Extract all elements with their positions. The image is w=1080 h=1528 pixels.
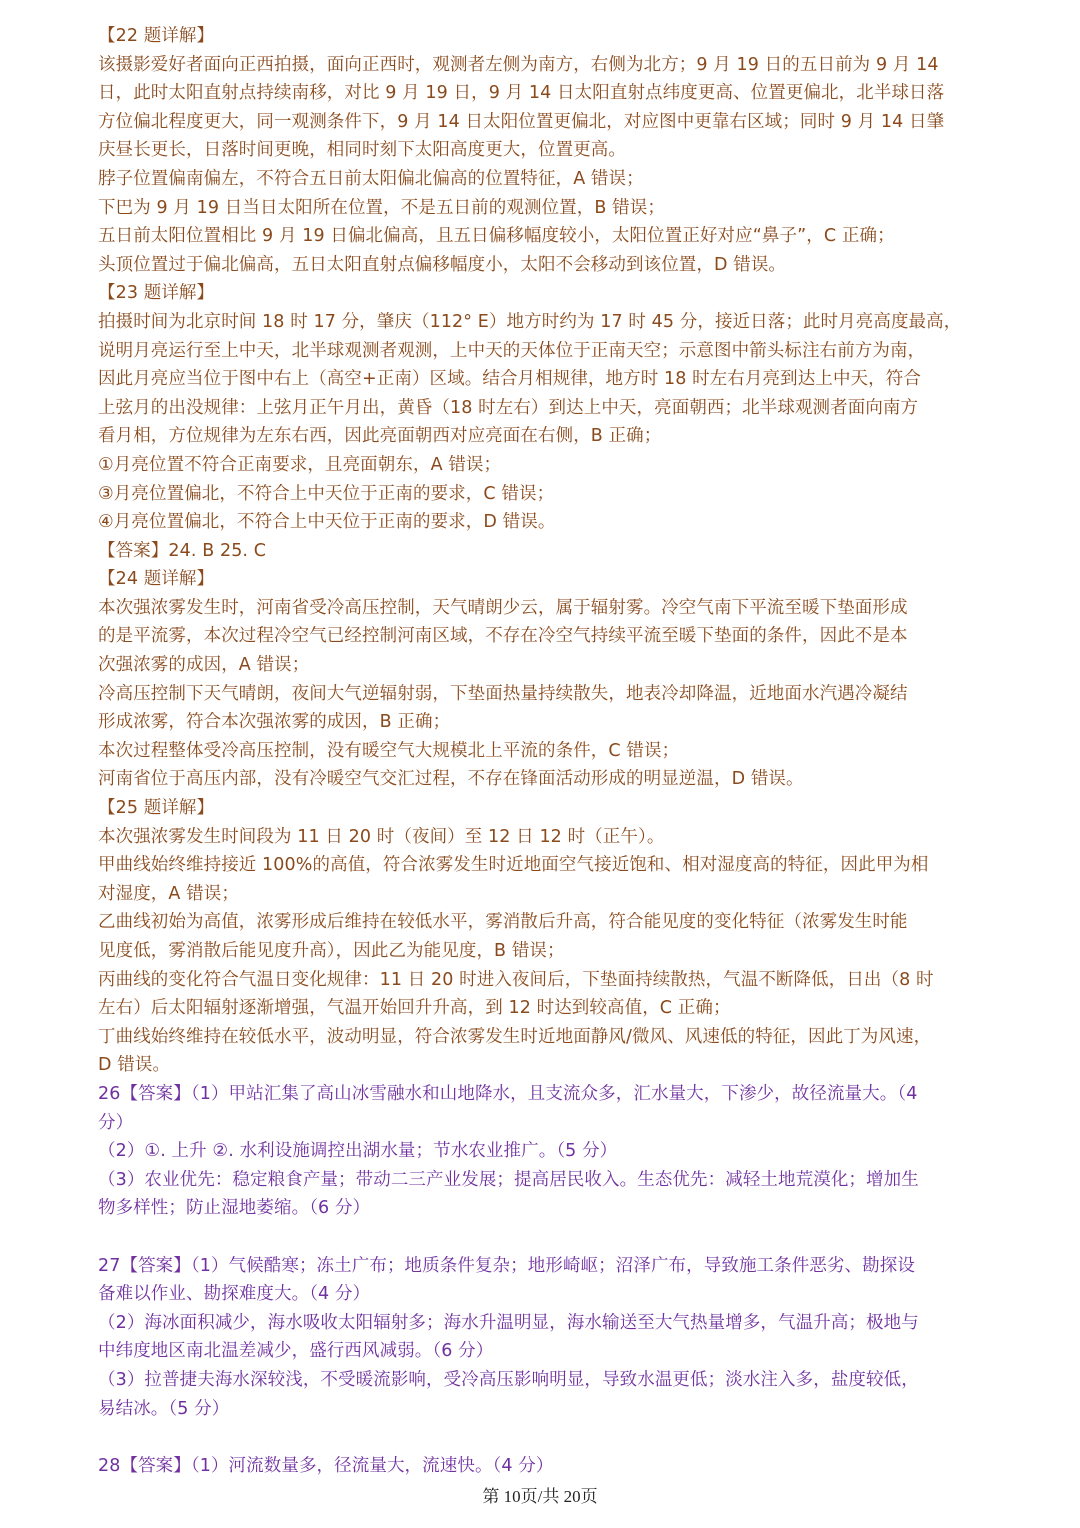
explanation-line: 下巴为 9 月 19 日当日太阳所在位置，不是五日前的观测位置，B 错误； <box>98 197 665 218</box>
explanation-line: 的是平流雾，本次过程冷空气已经控制河南区域，不存在冷空气持续平流至暖下垫面的条件，因此不是本 <box>98 626 908 647</box>
answer-line: 备难以作业、勘探难度大。（4 分） <box>98 1284 371 1305</box>
explanation-line: 本次过程整体受冷高压控制，没有暖空气大规模北上平流的条件，C 错误； <box>98 740 680 761</box>
explanation-line: 丁曲线始终维持在较低水平，波动明显，符合浓雾发生时近地面静风/微风、风速低的特征，因此丁为风速， <box>98 1026 932 1047</box>
explanation-line: 次强浓雾的成因，A 错误； <box>98 655 310 676</box>
explanation-line: ③月亮位置偏北，不符合上中天位于正南的要求，C 错误； <box>98 483 555 504</box>
answer-line: 26【答案】（1）甲站汇集了高山冰雪融水和山地降水，且支流众多，汇水量大，下渗少，故径流量大。（4 <box>98 1083 918 1104</box>
answer-line: 易结冰。（5 分） <box>98 1398 230 1419</box>
explanation-line: 【答案】24. B 25. C <box>98 540 267 561</box>
explanation-line: 丙曲线的变化符合气温日变化规律：11 日 20 时进入夜间后，下垫面持续散热，气温不断降低，日出（8 时 <box>98 969 934 990</box>
answer-line: 物多样性；防止湿地萎缩。（6 分） <box>98 1198 371 1219</box>
explanation-line: 甲曲线始终维持接近 100%的高值，符合浓雾发生时近地面空气接近饱和、相对湿度高的特征，因此甲为相 <box>98 855 929 876</box>
explanation-line: 脖子位置偏南偏左，不符合五日前太阳偏北偏高的位置特征，A 错误； <box>98 168 644 189</box>
explanation-line: 左右）后太阳辐射逐渐增强，气温开始回升升高，到 12 时达到较高值，C 正确； <box>98 998 731 1019</box>
answer-line: （2）①. 上升 ②. 水利设施调控出湖水量；节水农业推广。（5 分） <box>98 1141 618 1162</box>
explanation-line: 拍摄时间为北京时间 18 时 17 分，肇庆（112° E）地方时约为 17 时 45 分，接近日落；此时月亮高度最高， <box>98 311 962 332</box>
explanation-section-22-25 <box>98 22 988 1080</box>
answer-section-26 <box>98 1080 988 1223</box>
spacer <box>98 1223 988 1252</box>
explanation-line: 河南省位于高压内部，没有冷暖空气交汇过程，不存在锋面活动形成的明显逆温，D 错误。 <box>98 769 804 790</box>
spacer <box>98 1423 988 1452</box>
explanation-line: 上弦月的出没规律：上弦月正午月出，黄昏（18 时左右）到达上中天，亮面朝西；北半球观测者面向南方 <box>98 397 919 418</box>
explanation-line: 冷高压控制下天气晴朗，夜间大气逆辐射弱，下垫面热量持续散失，地表冷却降温，近地面水汽遇冷凝结 <box>98 683 908 704</box>
explanation-line: 本次强浓雾发生时间段为 11 日 20 时（夜间）至 12 日 12 时（正午）。 <box>98 826 665 847</box>
explanation-line: 庆昼长更长，日落时间更晚，相同时刻下太阳高度更大，位置更高。 <box>98 140 626 161</box>
answer-line: 中纬度地区南北温差减少，盛行西风减弱。（6 分） <box>98 1341 494 1362</box>
answer-section-27 <box>98 1252 988 1424</box>
explanation-line: 【23 题详解】 <box>98 283 215 304</box>
answer-line: 27【答案】（1）气候酷寒；冻土广布；地质条件复杂；地形崎岖；沼泽广布，导致施工条件恶劣、勘探设 <box>98 1255 915 1276</box>
explanation-line: 说明月亮运行至上中天，北半球观测者观测，上中天的天体位于正南天空；示意图中箭头标注右前方为南， <box>98 340 926 361</box>
explanation-line: 看月相，方位规律为左东右西，因此亮面朝西对应亮面在右侧，B 正确； <box>98 426 662 447</box>
explanation-line: 对湿度，A 错误； <box>98 883 239 904</box>
page-number-footer: 第 10页/共 20页 <box>482 1487 598 1506</box>
explanation-line: 见度低，雾消散后能见度升高），因此乙为能见度，B 错误； <box>98 941 565 961</box>
explanation-line: 方位偏北程度更大，同一观测条件下，9 月 14 日太阳位置更偏北，对应图中更靠右区域；同时 9 月 14 日肇 <box>98 111 945 132</box>
answer-line: （3）农业优先：稳定粮食产量；带动二三产业发展；提高居民收入。生态优先：减轻土地荒漠化；增加生 <box>98 1169 919 1190</box>
answer-line: 28【答案】（1）河流数量多，径流量大，流速快。（4 分） <box>98 1455 554 1476</box>
answer-line: 分） <box>98 1112 134 1133</box>
explanation-line: ④月亮位置偏北，不符合上中天位于正南的要求，D 错误。 <box>98 512 556 533</box>
document-page <box>98 22 988 1480</box>
explanation-line: 乙曲线初始为高值，浓雾形成后维持在较低水平，雾消散后升高，符合能见度的变化特征（浓雾发生时能 <box>98 912 908 933</box>
explanation-line: 形成浓雾，符合本次强浓雾的成因，B 正确； <box>98 712 451 733</box>
explanation-line: 【22 题详解】 <box>98 26 215 46</box>
explanation-line: 【25 题详解】 <box>98 798 215 819</box>
explanation-line: 日，此时太阳直射点持续南移，对比 9 月 19 日，9 月 14 日太阳直射点纬度更高、位置更偏北，北半球日落 <box>98 83 945 104</box>
explanation-line: ①月亮位置不符合正南要求，且亮面朝东，A 错误； <box>98 454 502 475</box>
explanation-line: 头顶位置过于偏北偏高，五日太阳直射点偏移幅度小，太阳不会移动到该位置，D 错误。 <box>98 254 787 275</box>
explanation-line: 【24 题详解】 <box>98 569 215 590</box>
explanation-line: 本次强浓雾发生时，河南省受冷高压控制，天气晴朗少云，属于辐射雾。冷空气南下平流至暖下垫面形成 <box>98 597 908 618</box>
answer-line: （2）海冰面积减少，海水吸收太阳辐射多；海水升温明显，海水输送至大气热量增多，气温升高；极地与 <box>98 1312 919 1333</box>
explanation-line: 该摄影爱好者面向正西拍摄，面向正西时，观测者左侧为南方，右侧为北方；9 月 19 日的五日前为 9 月 14 <box>98 54 939 75</box>
explanation-line: 五日前太阳位置相比 9 月 19 日偏北偏高，且五日偏移幅度较小，太阳位置正好对应“鼻子”，C 正确； <box>98 226 895 247</box>
answer-section-28 <box>98 1452 988 1481</box>
answer-line: （3）拉普捷夫海水深较浅，不受暖流影响，受冷高压影响明显，导致水温更低；淡水注入多，盐度较低， <box>98 1369 919 1390</box>
explanation-line: 因此月亮应当位于图中右上（高空+正南）区域。结合月相规律，地方时 18 时左右月亮到达上中天，符合 <box>98 369 921 390</box>
explanation-line: D 错误。 <box>98 1055 171 1076</box>
